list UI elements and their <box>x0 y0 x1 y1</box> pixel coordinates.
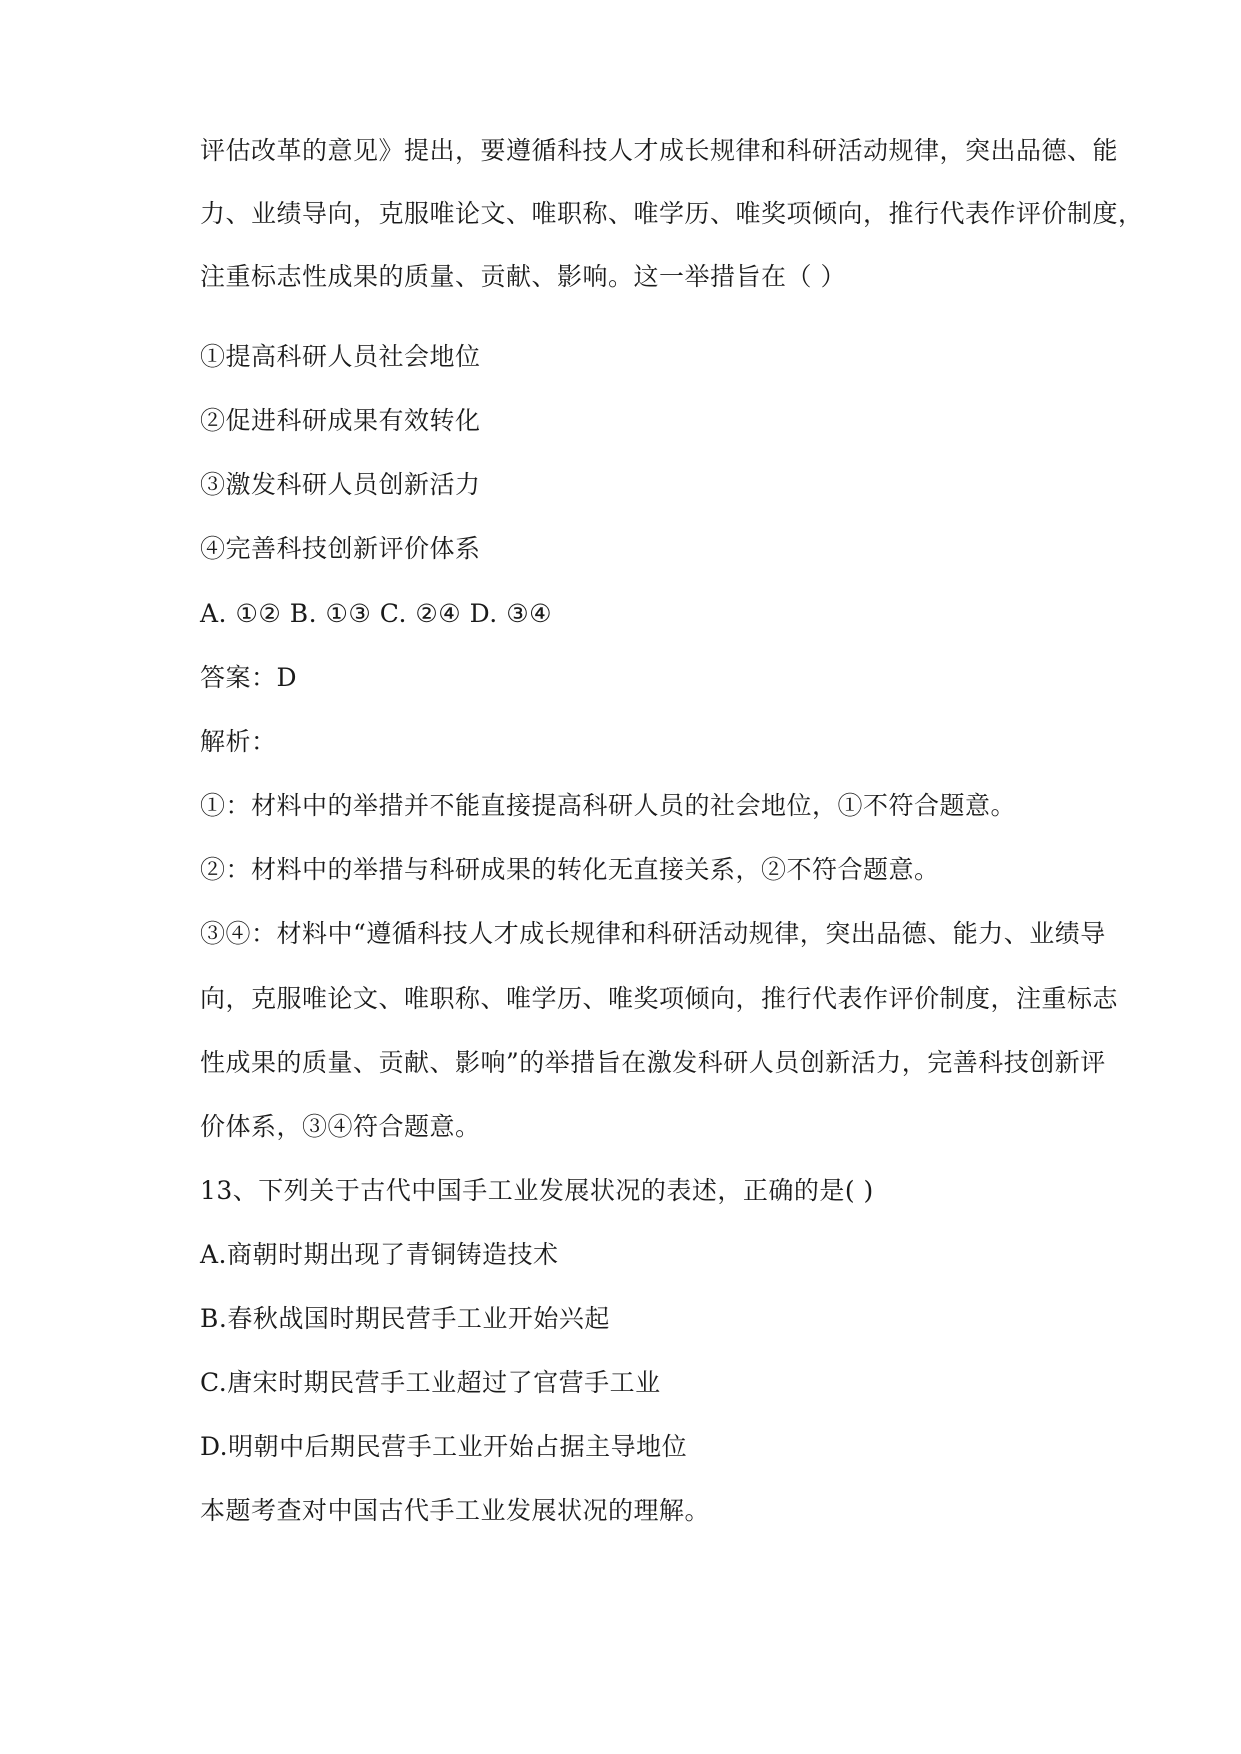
q13-option-d: D.明朝中后期民营手工业开始占据主导地位 <box>200 1432 688 1461</box>
q12-analysis-label: 解析： <box>200 727 277 756</box>
q12-analysis-3-line-3: 性成果的质量、贡献、影响”的举措旨在激发科研人员创新活力，完善科技创新评 <box>200 1048 1106 1077</box>
q12-stem-line-1: 评估改革的意见》提出，要遵循科技人才成长规律和科研活动规律，突出品德、能 <box>200 136 1119 165</box>
q12-stem-line-3: 注重标志性成果的质量、贡献、影响。这一举措旨在（ ） <box>200 262 846 291</box>
q12-item-1: ①提高科研人员社会地位 <box>200 342 481 371</box>
q13-note: 本题考查对中国古代手工业发展状况的理解。 <box>200 1496 711 1525</box>
q12-analysis-3-line-4: 价体系，③④符合题意。 <box>200 1112 481 1141</box>
q13-option-b: B.春秋战国时期民营手工业开始兴起 <box>200 1304 610 1333</box>
q13-option-c: C.唐宋时期民营手工业超过了官营手工业 <box>200 1368 661 1397</box>
q12-analysis-2: ②：材料中的举措与科研成果的转化无直接关系，②不符合题意。 <box>200 855 940 884</box>
q12-choices: A. ①② B. ①③ C. ②④ D. ③④ <box>200 599 553 628</box>
q12-item-4: ④完善科技创新评价体系 <box>200 534 481 563</box>
q12-item-2: ②促进科研成果有效转化 <box>200 406 481 435</box>
q12-analysis-3-line-1: ③④：材料中“遵循科技人才成长规律和科研活动规律，突出品德、能力、业绩导 <box>200 919 1106 948</box>
q12-analysis-3-line-2: 向，克服唯论文、唯职称、唯学历、唯奖项倾向，推行代表作评价制度，注重标志 <box>200 984 1119 1013</box>
q12-stem-line-2: 力、业绩导向，克服唯论文、唯职称、唯学历、唯奖项倾向，推行代表作评价制度， <box>200 199 1144 228</box>
q12-item-3: ③激发科研人员创新活力 <box>200 470 481 499</box>
q12-analysis-1: ①：材料中的举措并不能直接提高科研人员的社会地位，①不符合题意。 <box>200 791 1017 820</box>
q13-stem: 13、下列关于古代中国手工业发展状况的表述，正确的是( ) <box>200 1176 874 1205</box>
q13-option-a: A.商朝时期出现了青铜铸造技术 <box>200 1240 559 1269</box>
q12-answer: 答案：D <box>200 663 298 692</box>
